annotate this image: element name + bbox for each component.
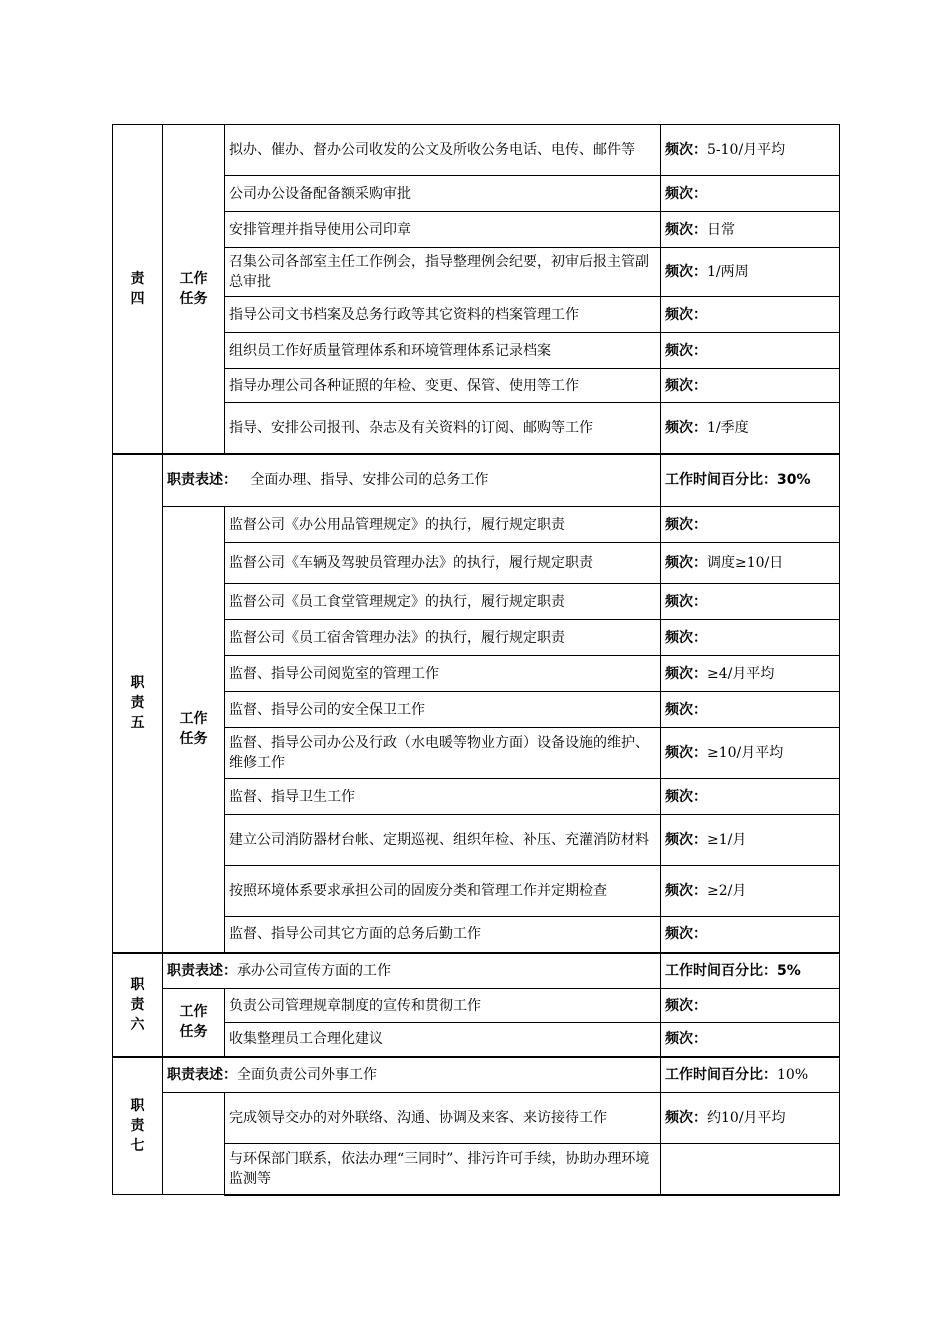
section-4-label: 责 四 (113, 125, 163, 454)
freq-cell: 频次： (661, 779, 840, 815)
freq-cell: 频次： (661, 507, 840, 543)
section-7-label: 职 责 七 (113, 1057, 163, 1195)
duty-table (112, 124, 840, 1196)
duty-description: 职责表述：全面负责公司外事工作 (163, 1057, 661, 1093)
task-cell: 监督、指导公司阅览室的管理工作 (225, 656, 661, 692)
task-cell: 负责公司管理规章制度的宣传和贯彻工作 (225, 989, 661, 1023)
freq-cell: 频次：≥2/月 (661, 866, 840, 917)
task-cell: 监督公司《办公用品管理规定》的执行，履行规定职责 (225, 507, 661, 543)
task-cell: 指导办理公司各种证照的年检、变更、保管、使用等工作 (225, 369, 661, 403)
freq-cell: 频次：日常 (661, 212, 840, 248)
freq-cell: 频次： (661, 620, 840, 656)
task-cell: 按照环境体系要求承担公司的固废分类和管理工作并定期检查 (225, 866, 661, 917)
task-cell: 拟办、催办、督办公司收发的公文及所收公务电话、电传、邮件等 (225, 125, 661, 176)
task-cell: 公司办公设备配备额采购审批 (225, 176, 661, 212)
task-cell: 监督公司《员工宿舍管理办法》的执行，履行规定职责 (225, 620, 661, 656)
freq-cell: 频次：5-10/月平均 (661, 125, 840, 176)
freq-cell: 频次：≥4/月平均 (661, 656, 840, 692)
freq-cell: 频次： (661, 989, 840, 1023)
freq-cell (661, 1144, 840, 1195)
freq-cell: 频次： (661, 692, 840, 728)
freq-cell: 频次：≥10/月平均 (661, 728, 840, 779)
task-cell: 安排管理并指导使用公司印章 (225, 212, 661, 248)
freq-cell: 频次： (661, 917, 840, 953)
freq-cell: 频次：≥1/月 (661, 815, 840, 866)
freq-cell: 频次： (661, 369, 840, 403)
section-7-work-label (163, 1093, 225, 1195)
task-cell: 监督公司《车辆及驾驶员管理办法》的执行，履行规定职责 (225, 543, 661, 584)
task-cell: 完成领导交办的对外联络、沟通、协调及来客、来访接待工作 (225, 1093, 661, 1144)
freq-cell: 频次： (661, 1023, 840, 1057)
freq-cell: 频次：约10/月平均 (661, 1093, 840, 1144)
freq-cell: 频次： (661, 176, 840, 212)
duty-description: 职责表述： 全面办理、指导、安排公司的总务工作 (163, 454, 661, 507)
freq-cell: 频次： (661, 297, 840, 333)
freq-cell: 频次： (661, 333, 840, 369)
task-cell: 与环保部门联系，依法办理“三同时”、排污许可手续，协助办理环境监测等 (225, 1144, 661, 1195)
time-percentage: 工作时间百分比：10% (661, 1057, 840, 1093)
task-cell: 召集公司各部室主任工作例会，指导整理例会纪要，初审后报主管副总审批 (225, 248, 661, 297)
task-cell: 监督、指导公司其它方面的总务后勤工作 (225, 917, 661, 953)
task-cell: 监督、指导公司办公及行政（水电暖等物业方面）设备设施的维护、维修工作 (225, 728, 661, 779)
time-percentage: 工作时间百分比：30% (661, 454, 840, 507)
task-cell: 指导公司文书档案及总务行政等其它资料的档案管理工作 (225, 297, 661, 333)
section-5-label: 职 责 五 (113, 454, 163, 953)
time-percentage: 工作时间百分比：5% (661, 953, 840, 989)
section-6-work-label: 工作 任务 (163, 989, 225, 1057)
section-6-label: 职 责 六 (113, 953, 163, 1057)
section-5-work-label: 工作 任务 (163, 507, 225, 953)
task-cell: 监督、指导公司的安全保卫工作 (225, 692, 661, 728)
section-4-work-label: 工作 任务 (163, 125, 225, 454)
task-cell: 建立公司消防器材台帐、定期巡视、组织年检、补压、充灌消防材料 (225, 815, 661, 866)
freq-cell: 频次：1/季度 (661, 403, 840, 454)
task-cell: 组织员工作好质量管理体系和环境管理体系记录档案 (225, 333, 661, 369)
freq-cell: 频次：调度≥10/日 (661, 543, 840, 584)
freq-cell: 频次：1/两周 (661, 248, 840, 297)
task-cell: 收集整理员工合理化建议 (225, 1023, 661, 1057)
task-cell: 监督公司《员工食堂管理规定》的执行，履行规定职责 (225, 584, 661, 620)
task-cell: 指导、安排公司报刊、杂志及有关资料的订阅、邮购等工作 (225, 403, 661, 454)
task-cell: 监督、指导卫生工作 (225, 779, 661, 815)
duty-description: 职责表述：承办公司宣传方面的工作 (163, 953, 661, 989)
freq-cell: 频次： (661, 584, 840, 620)
